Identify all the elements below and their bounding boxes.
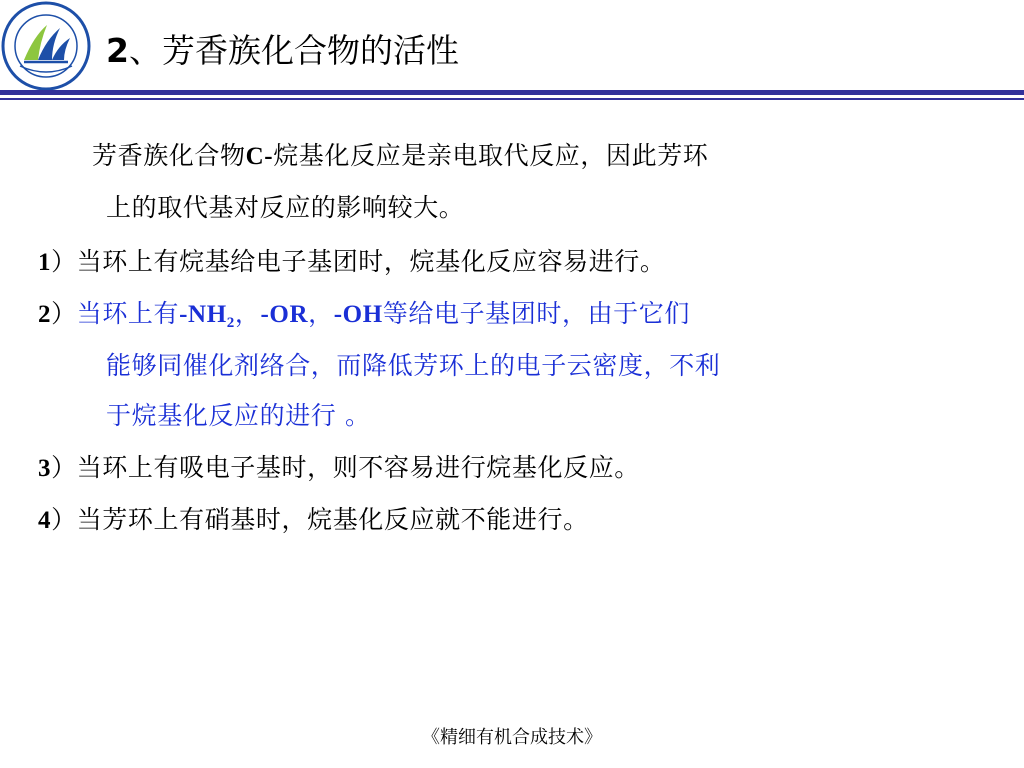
slide-title: [106, 31, 459, 70]
list-item-2-marker: 2: [38, 301, 52, 328]
list-item-2-line-3: 于烷基化反应的进行 。: [106, 401, 371, 430]
list-item-1-text: ）当环上有烷基给电子基团时，烷基化反应容易进行。: [51, 247, 666, 276]
intro-reaction-label: C-: [245, 143, 274, 170]
university-emblem-icon: [0, 0, 92, 92]
intro-line-1: [92, 143, 708, 169]
amino-group-label: -NH: [179, 301, 227, 328]
list-item-1-marker: 1: [38, 249, 52, 276]
intro-text-c: 烷基化反应是亲电取代反应，因此芳环: [273, 141, 709, 170]
list-item-3-marker: 3: [38, 455, 52, 482]
header-divider-thick: [0, 90, 1024, 95]
item2-text-g: 等给电子基团时，由于它们: [382, 299, 690, 328]
alkoxy-group-label: -OR: [260, 301, 309, 328]
list-item-2-paren: ）: [51, 299, 77, 328]
list-item-2-highlight: [76, 299, 690, 331]
slide-footer: 《精细有机合成技术》: [422, 727, 602, 748]
list-item-2: [38, 301, 690, 331]
list-item-3: [38, 455, 640, 481]
list-item-1: [38, 249, 666, 275]
slide-title-number: 2: [106, 31, 129, 70]
item2-comma-1: ，: [234, 299, 261, 328]
list-item-2-line-2: 能够同催化剂络合，而降低芳环上的电子云密度，不利: [106, 351, 721, 380]
list-item-4-marker: 4: [38, 507, 52, 534]
item2-text-a: 当环上有: [76, 299, 180, 328]
list-item-3-text: ）当环上有吸电子基时，则不容易进行烷基化反应。: [51, 453, 640, 482]
intro-text-a: 芳香族化合物: [92, 141, 246, 170]
item2-comma-2: ，: [308, 299, 334, 328]
list-item-4-text: ）当芳环上有硝基时，烷基化反应就不能进行。: [51, 505, 589, 534]
hydroxyl-group-label: -OH: [333, 301, 383, 328]
header-divider-thin: [0, 98, 1024, 100]
intro-line-2: 上的取代基对反应的影响较大。: [106, 193, 465, 222]
amino-group-subscript: 2: [226, 315, 235, 331]
slide-title-text: 、芳香族化合物的活性: [128, 31, 459, 70]
list-item-4: [38, 507, 589, 533]
